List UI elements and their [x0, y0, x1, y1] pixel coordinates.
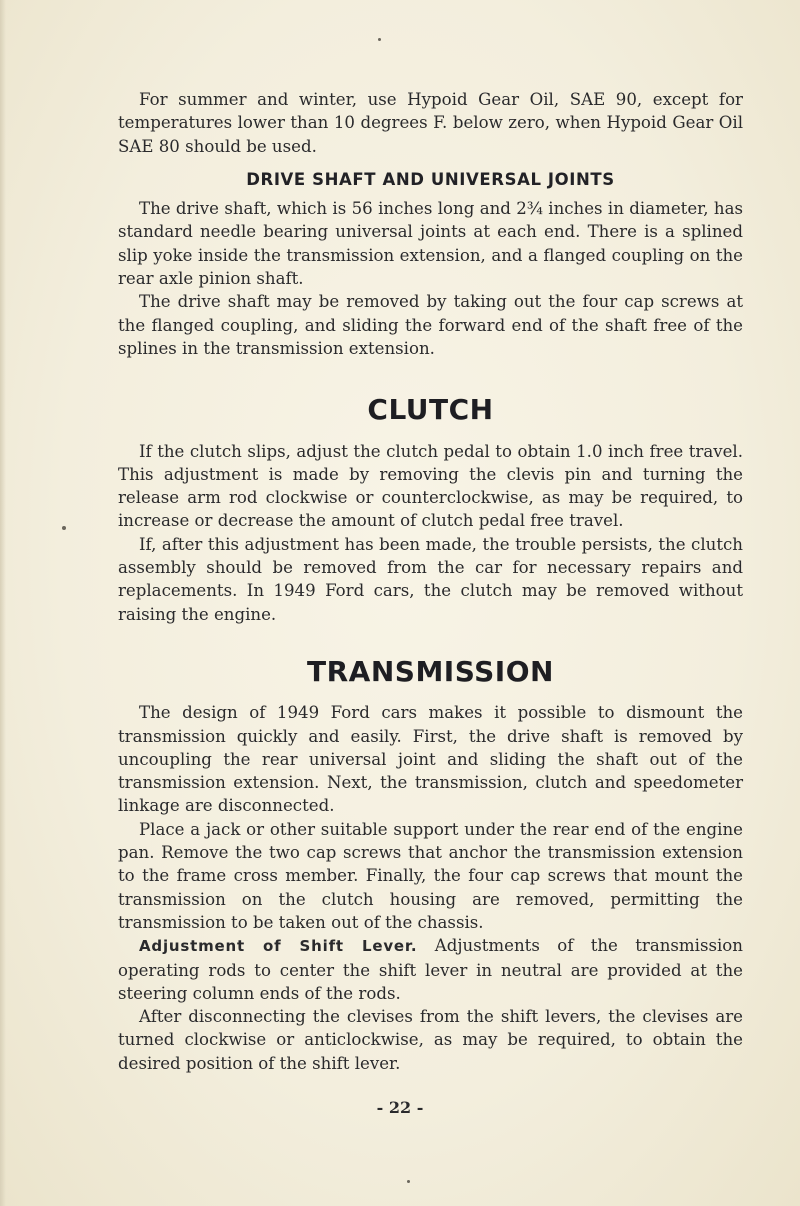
transmission-paragraph-4: After disconnecting the clevises from the shift levers, the clevises are turned clockwise or anticlockwise, as may be required, to obtain the desired position of the shift lever.: [118, 1007, 743, 1073]
transmission-paragraph-3: [118, 934, 743, 1005]
shift-lever-runin-heading: Adjustment of Shift Lever.: [139, 937, 418, 956]
drive-shaft-paragraph-2: The drive shaft may be removed by taking out the four cap screws at the flanged coupling, and sliding the forward end of the shaft free of the splines in the transmission extension.: [118, 292, 743, 358]
paper-speck: [407, 1180, 410, 1183]
gear-oil-paragraph: For summer and winter, use Hypoid Gear Oil, SAE 90, except for temperatures lower than 10 degrees F. below zero, when Hypoid Gear Oil SAE 80 should be used.: [118, 90, 743, 156]
clutch-heading: CLUTCH: [367, 393, 494, 427]
paper-speck: [378, 38, 381, 41]
page-edge-shadow: [0, 0, 6, 1206]
page-number: - 22 -: [376, 1098, 424, 1117]
clutch-paragraph-2: If, after this adjustment has been made, the trouble persists, the clutch assembly should be removed from the car for necessary repairs and replacements. In 1949 Ford cars, the clutch may be removed without raising the engine.: [118, 534, 743, 624]
shift-lever-paragraph-text: Adjustments of the transmission operating rods to center the shift lever in neutral are provided at the steering column ends of the rods.: [118, 936, 743, 1003]
paper-speck: [62, 526, 66, 530]
transmission-paragraph-1: The design of 1949 Ford cars makes it possible to dismount the transmission quickly and easily. First, the drive shaft is removed by uncoupling the rear universal joint and sliding the shaft out of the transmission extension. Next, the transmission, clutch and speedometer linkage are disconnected.: [118, 703, 743, 816]
clutch-paragraph-1: If the clutch slips, adjust the clutch pedal to obtain 1.0 inch free travel. This adjustment is made by removing the clevis pin and turning the release arm rod clockwise or counterclockwise, as may be required, to increase or decrease the amount of clutch pedal free travel.: [118, 441, 743, 531]
drive-shaft-heading: DRIVE SHAFT AND UNIVERSAL JOINTS: [246, 169, 615, 189]
drive-shaft-paragraph-1: The drive shaft, which is 56 inches long and 2¾ inches in diameter, has standard needle bearing universal joints at each end. There is a splined slip yoke inside the transmission extension, and a flanged coupling on the rear axle pinion shaft.: [118, 199, 743, 289]
transmission-paragraph-2: Place a jack or other suitable support under the rear end of the engine pan. Remove the two cap screws that anchor the transmission extension to the frame cross member. Finally, the four cap screws that mount the transmission on the clutch housing are removed, permitting the transmission to be taken out of the chassis.: [118, 819, 743, 932]
transmission-heading: TRANSMISSION: [307, 654, 554, 688]
page-content: [118, 88, 743, 1075]
